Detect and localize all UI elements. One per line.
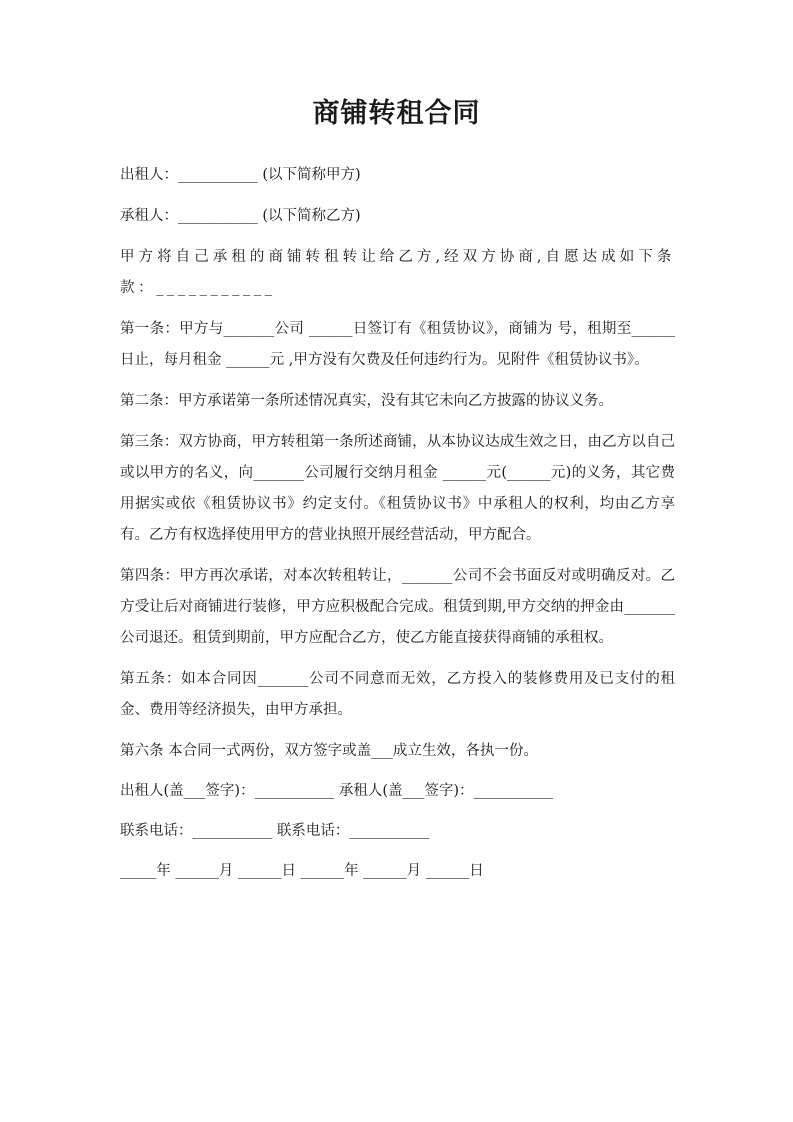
article-5: 第五条：如本合同因_______公司不同意而无效，乙方投入的装修费用及已支付的租金、费用等经济损失，由甲方承担。 [120, 671, 675, 718]
article-4: 第四条：甲方再次承诺，对本次转租转让，_______公司不会书面反对或明确反对。乙方受让后对商铺进行装修，甲方应积极配合完成。租赁到期,甲方交纳的押金由_______公司退还。租赁到期前，甲方应配合乙方，使乙方能直接获得商铺的承租权。 [120, 568, 675, 646]
lessee-line: 承租人：___________ (以下简称乙方) [120, 208, 361, 224]
signature-line: 出租人(盖___签字)：___________ 承租人(盖___签字)：___________ [120, 783, 554, 799]
document-body [120, 160, 675, 896]
article-3: 第三条：双方协商，甲方转租第一条所述商铺，从本协议达成生效之日，由乙方以自己或以甲方的名义，向_______公司履行交纳月租金 ______元(______元)的义务，其它费用据实或依《租赁协议书》约定支付。《租赁协议书》中承租人的权利，均由乙方享有。乙方有权选择使用甲方的营业执照开展经营活动，甲方配合。 [120, 434, 675, 543]
article-6: 第六条 本合同一式两份，双方签字或盖___成立生效，各执一份。 [120, 743, 538, 759]
date-line: _____年 ______月 ______日 ______年 ______月 ______日 [120, 863, 484, 879]
document-title: 商铺转租合同 [312, 98, 481, 129]
article-2: 第二条：甲方承诺第一条所述情况真实，没有其它未向乙方披露的协议义务。 [120, 393, 613, 409]
article-1: 第一条：甲方与_______公司 ______日签订有《租赁协议》，商铺为 号，租期至______日止，每月租金 ______元 ,甲方没有欠费及任何违约行为。见附件《租赁协议书》。 [120, 321, 675, 368]
preamble-paragraph: 甲方将自己承租的商铺转租转让给乙方,经双方协商,自愿达成如下条款：___________ [120, 249, 675, 296]
lessor-line: 出租人：___________ (以下简称甲方) [120, 167, 361, 183]
phone-line: 联系电话：___________ 联系电话：___________ [120, 823, 430, 839]
